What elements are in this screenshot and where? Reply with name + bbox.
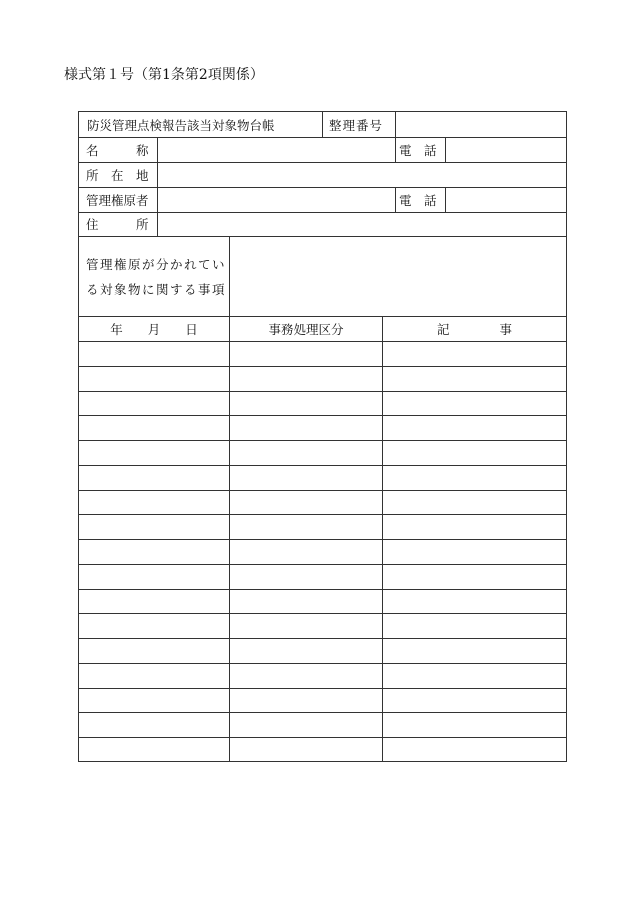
log-notes-cell[interactable] xyxy=(383,367,566,391)
log-date-cell[interactable] xyxy=(79,540,229,564)
log-date-cell[interactable] xyxy=(79,491,229,515)
log-category-cell[interactable] xyxy=(230,590,382,614)
log-date-cell[interactable] xyxy=(79,342,229,366)
division-note xyxy=(86,252,226,302)
log-notes-cell[interactable] xyxy=(383,664,566,688)
log-notes-cell[interactable] xyxy=(383,540,566,564)
column-header-notes: 記 事 xyxy=(436,321,512,337)
log-date-cell[interactable] xyxy=(79,713,229,737)
location-field[interactable] xyxy=(158,162,566,187)
column-header-date: 年 月 日 xyxy=(110,321,198,337)
address-field[interactable] xyxy=(158,212,566,236)
form-title: 防災管理点検報告該当対象物台帳 xyxy=(87,117,275,133)
division-note-line: る対象物に関する事項 xyxy=(86,282,227,297)
form-number-header: 様式第１号（第1条第2項関係） xyxy=(64,67,264,83)
log-date-cell[interactable] xyxy=(79,590,229,614)
log-notes-cell[interactable] xyxy=(383,639,566,663)
log-notes-cell[interactable] xyxy=(383,441,566,465)
divider xyxy=(395,137,396,162)
log-category-cell[interactable] xyxy=(230,367,382,391)
owner-phone-field[interactable] xyxy=(446,187,566,212)
log-notes-cell[interactable] xyxy=(383,466,566,490)
log-date-cell[interactable] xyxy=(79,614,229,638)
division-note-field[interactable] xyxy=(230,236,566,316)
log-notes-cell[interactable] xyxy=(383,590,566,614)
divider xyxy=(395,187,396,212)
log-notes-cell[interactable] xyxy=(383,416,566,440)
location-label: 所 在 地 xyxy=(86,167,149,183)
divider xyxy=(322,112,323,137)
log-category-cell[interactable] xyxy=(230,639,382,663)
name-label: 名 称 xyxy=(86,142,149,158)
log-category-cell[interactable] xyxy=(230,689,382,713)
log-category-cell[interactable] xyxy=(230,491,382,515)
owner-label: 管理権原者 xyxy=(86,192,149,208)
owner-phone-label: 電 話 xyxy=(399,192,437,208)
log-category-cell[interactable] xyxy=(230,441,382,465)
log-category-cell[interactable] xyxy=(230,540,382,564)
log-notes-cell[interactable] xyxy=(383,491,566,515)
log-category-cell[interactable] xyxy=(230,713,382,737)
log-category-cell[interactable] xyxy=(230,515,382,539)
column-header-category: 事務処理区分 xyxy=(268,321,344,337)
log-notes-cell[interactable] xyxy=(383,342,566,366)
log-date-cell[interactable] xyxy=(79,441,229,465)
reference-number-label: 整理番号 xyxy=(329,117,384,133)
phone-field[interactable] xyxy=(446,137,566,162)
registry-form xyxy=(78,111,567,762)
log-notes-cell[interactable] xyxy=(383,738,566,762)
log-date-cell[interactable] xyxy=(79,515,229,539)
log-notes-cell[interactable] xyxy=(383,515,566,539)
log-date-cell[interactable] xyxy=(79,416,229,440)
log-date-cell[interactable] xyxy=(79,466,229,490)
log-date-cell[interactable] xyxy=(79,639,229,663)
division-note-line: 管理権原が分かれてい xyxy=(86,257,227,272)
log-notes-cell[interactable] xyxy=(383,565,566,589)
log-category-cell[interactable] xyxy=(230,392,382,416)
owner-field[interactable] xyxy=(158,187,395,212)
address-label: 住 所 xyxy=(86,217,149,232)
log-category-cell[interactable] xyxy=(230,664,382,688)
log-notes-cell[interactable] xyxy=(383,713,566,737)
reference-number-field[interactable] xyxy=(396,112,566,137)
log-notes-cell[interactable] xyxy=(383,689,566,713)
log-category-cell[interactable] xyxy=(230,614,382,638)
log-date-cell[interactable] xyxy=(79,565,229,589)
log-category-cell[interactable] xyxy=(230,738,382,762)
log-date-cell[interactable] xyxy=(79,664,229,688)
log-category-cell[interactable] xyxy=(230,342,382,366)
log-date-cell[interactable] xyxy=(79,367,229,391)
log-notes-cell[interactable] xyxy=(383,392,566,416)
log-date-cell[interactable] xyxy=(79,689,229,713)
log-notes-cell[interactable] xyxy=(383,614,566,638)
phone-label: 電 話 xyxy=(399,142,437,158)
log-category-cell[interactable] xyxy=(230,565,382,589)
name-field[interactable] xyxy=(158,137,395,162)
log-category-cell[interactable] xyxy=(230,466,382,490)
log-category-cell[interactable] xyxy=(230,416,382,440)
log-date-cell[interactable] xyxy=(79,738,229,762)
log-date-cell[interactable] xyxy=(79,392,229,416)
